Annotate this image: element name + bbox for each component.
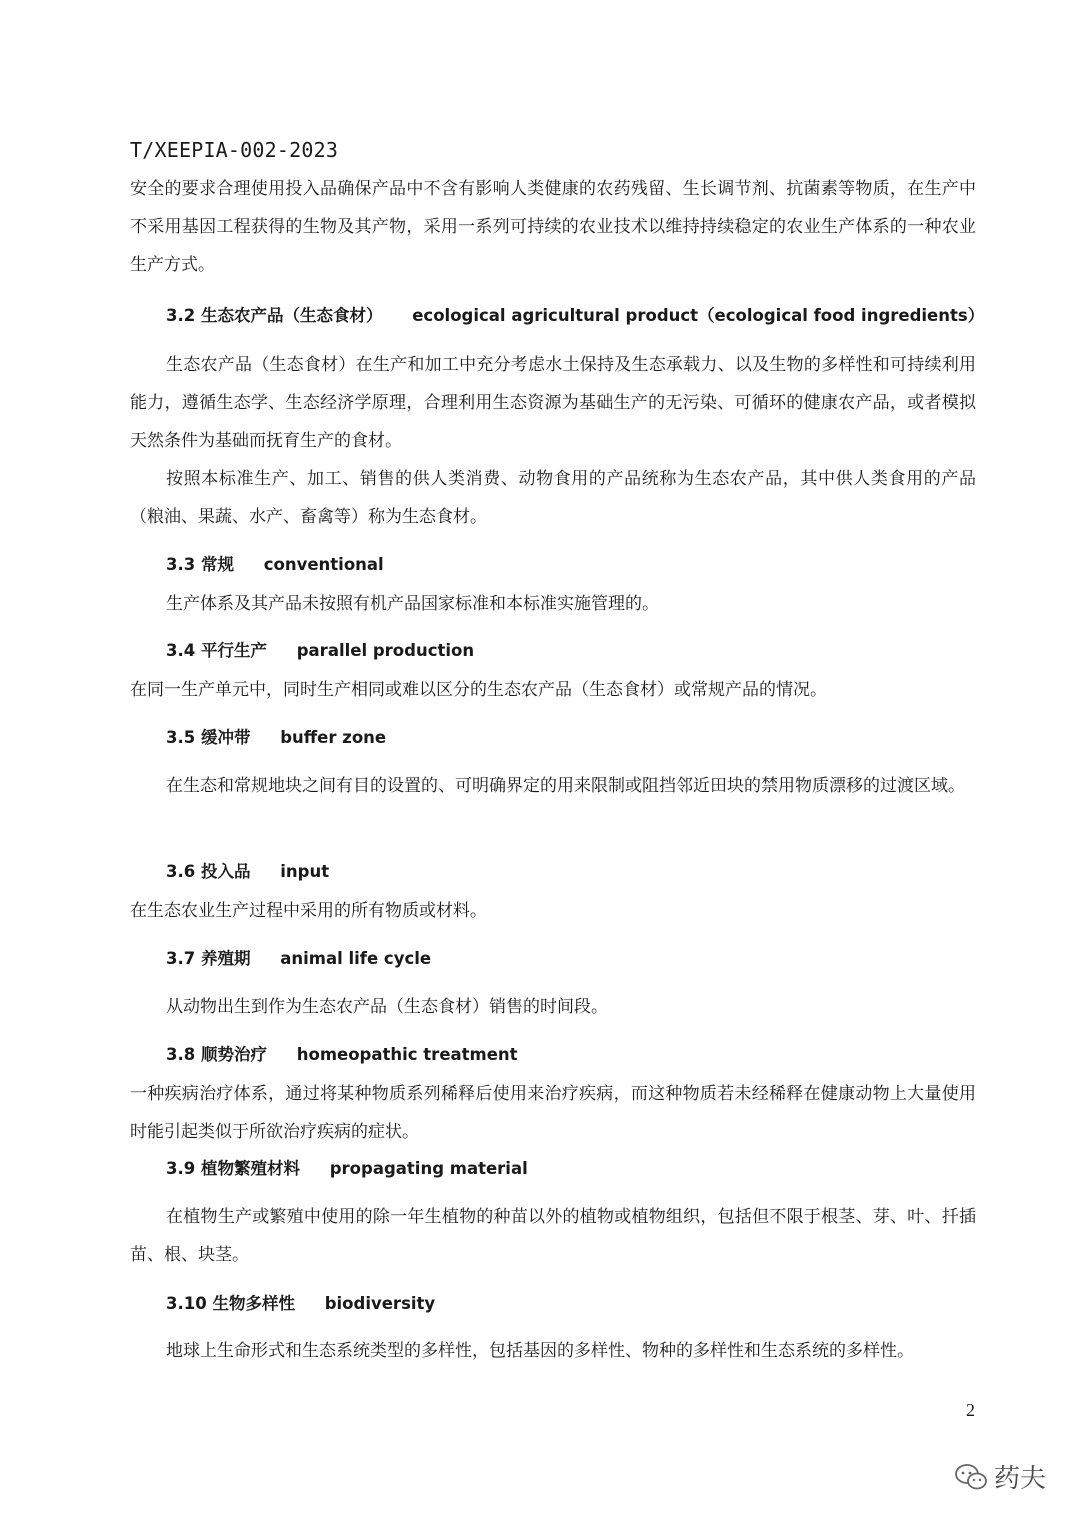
section-title: 缓冲带 bbox=[200, 728, 251, 747]
section-number: 3.8 bbox=[166, 1045, 196, 1064]
paragraph-3-2-b: 按照本标准生产、加工、销售的供人类消费、动物食用的产品统称为生态农产品，其中供人类食用的产品（粮油、果蔬、水产、畜禽等）称为生态食材。 bbox=[130, 469, 976, 527]
section-heading-3-7 bbox=[166, 947, 431, 971]
section-number: 3.10 bbox=[166, 1294, 207, 1313]
section-number: 3.6 bbox=[166, 862, 196, 881]
section-heading-3-9 bbox=[166, 1157, 528, 1181]
watermark bbox=[954, 1458, 1046, 1495]
section-title: 常规 bbox=[200, 555, 234, 574]
section-number: 3.5 bbox=[166, 728, 196, 747]
section-title: 植物繁殖材料 bbox=[200, 1159, 300, 1178]
intro-paragraph: 安全的要求合理使用投入品确保产品中不含有影响人类健康的农药残留、生长调节剂、抗菌素等物质，在生产中不采用基因工程获得的生物及其产物，采用一系列可持续的农业技术以维持持续稳定的农业生产体系的一种农业生产方式。 bbox=[130, 179, 976, 275]
section-heading-3-6 bbox=[166, 860, 329, 884]
paragraph-3-10: 地球上生命形式和生态系统类型的多样性，包括基因的多样性、物种的多样性和生态系统的多样性。 bbox=[166, 1341, 914, 1361]
paragraph-3-9: 在植物生产或繁殖中使用的除一年生植物的种苗以外的植物或植物组织，包括但不限于根茎、芽、叶、扦插苗、根、块茎。 bbox=[130, 1207, 976, 1265]
section-title-en: buffer zone bbox=[280, 728, 387, 747]
paragraph-3-5: 在生态和常规地块之间有目的设置的、可明确界定的用来限制或阻挡邻近田块的禁用物质漂移的过渡区域。 bbox=[166, 776, 965, 796]
paragraph-3-4: 在同一生产单元中，同时生产相同或难以区分的生态农产品（生态食材）或常规产品的情况。 bbox=[130, 680, 827, 700]
section-title: 平行生产 bbox=[200, 641, 267, 660]
section-title-en: biodiversity bbox=[324, 1294, 436, 1313]
section-title-en: parallel production bbox=[296, 641, 475, 660]
section-number: 3.2 bbox=[166, 306, 196, 325]
section-heading-3-10 bbox=[166, 1292, 435, 1316]
paragraph-3-7: 从动物出生到作为生态农产品（生态食材）销售的时间段。 bbox=[166, 997, 608, 1017]
section-title: 养殖期 bbox=[200, 949, 251, 968]
section-title: 生物多样性 bbox=[212, 1294, 295, 1313]
section-title-en: animal life cycle bbox=[280, 949, 432, 968]
paragraph-3-8: 一种疾病治疗体系，通过将某种物质系列稀释后使用来治疗疾病，而这种物质若未经稀释在健康动物上大量使用时能引起类似于所欲治疗疾病的症状。 bbox=[130, 1084, 976, 1142]
section-title: 顺势治疗 bbox=[200, 1045, 267, 1064]
section-heading-3-2 bbox=[166, 304, 984, 328]
page-number: 2 bbox=[966, 1400, 975, 1420]
section-title-en: homeopathic treatment bbox=[296, 1045, 518, 1064]
section-title-en: input bbox=[280, 862, 330, 881]
section-title-en: conventional bbox=[263, 555, 384, 574]
section-title: 生态农产品（生态食材） bbox=[200, 306, 383, 325]
section-number: 3.9 bbox=[166, 1159, 196, 1178]
watermark-text: 药夫 bbox=[994, 1464, 1047, 1494]
section-heading-3-8 bbox=[166, 1043, 518, 1067]
section-number: 3.4 bbox=[166, 641, 196, 660]
paragraph-3-3: 生产体系及其产品未按照有机产品国家标准和本标准实施管理的。 bbox=[166, 594, 659, 614]
document-code: T/XEEPIA-002-2023 bbox=[130, 138, 339, 162]
section-number: 3.3 bbox=[166, 555, 196, 574]
section-title-en: propagating material bbox=[329, 1159, 528, 1178]
paragraph-3-2-a: 生态农产品（生态食材）在生产和加工中充分考虑水土保持及生态承载力、以及生物的多样性和可持续利用能力，遵循生态学、生态经济学原理，合理利用生态资源为基础生产的无污染、可循环的健康农产品，或者模拟天然条件为基础而抚育生产的食材。 bbox=[130, 355, 976, 451]
wechat-icon bbox=[954, 1463, 988, 1491]
section-number: 3.7 bbox=[166, 949, 196, 968]
section-title: 投入品 bbox=[200, 862, 251, 881]
section-heading-3-5 bbox=[166, 726, 386, 750]
section-title-en: ecological agricultural product（ecological food ingredients） bbox=[412, 306, 985, 325]
paragraph-3-6: 在生态农业生产过程中采用的所有物质或材料。 bbox=[130, 901, 487, 921]
section-heading-3-4 bbox=[166, 639, 474, 663]
section-heading-3-3 bbox=[166, 553, 384, 577]
